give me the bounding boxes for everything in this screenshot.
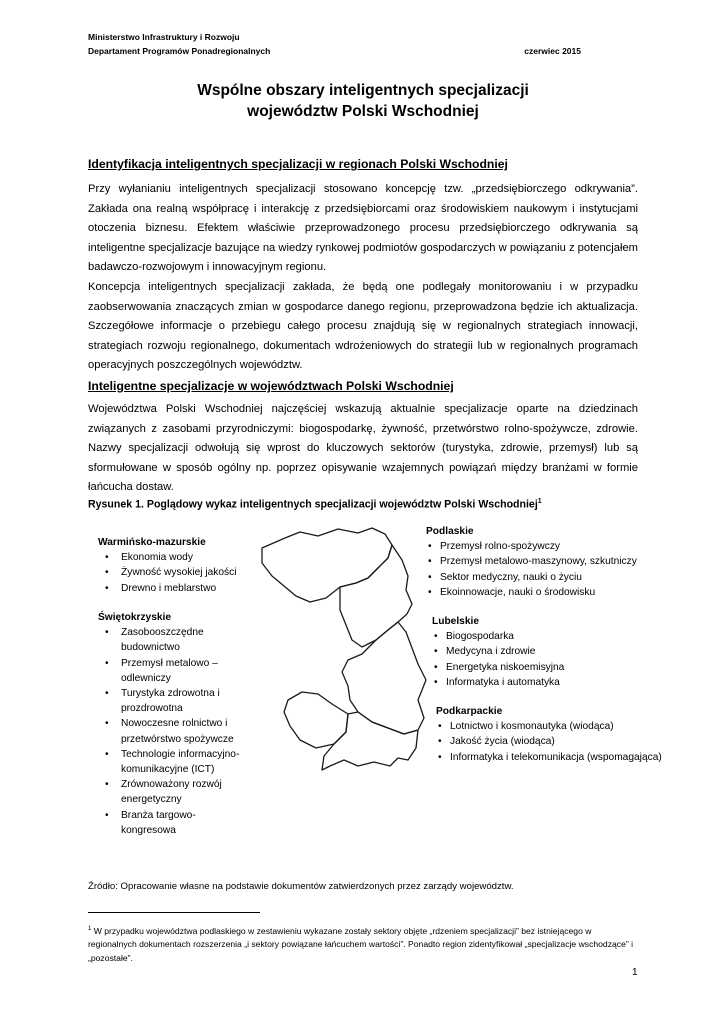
title-line-2: województw Polski Wschodniej (247, 103, 479, 120)
list-item: • Informatyka i automatyka (432, 675, 682, 690)
list-item: • Technologie informacyjno-komunikacyjne (ICT) (98, 747, 248, 777)
map-region-podkarpackie (322, 712, 418, 770)
footnote-text: W przypadku województwa podlaskiego w zestawieniu wykazane zostały sektory objęte „rdzeniem specjalizacji” bez istniejącego w regionalnych dokumentach rozszerzenia „i sektory powiązane łańcuchem wartości”. Ponadto region zidentyfikował „specjalizacje wschodzące” i „pozostałe”. (88, 925, 634, 963)
region-swietokrzyskie (98, 610, 248, 838)
section-1-paragraph-1: Przy wyłanianiu inteligentnych specjalizacji stosowano koncepcję tzw. „przedsiębiorczego odkrywania”. Zakłada ona realną współpracę i interakcję z przedsiębiorcami oraz środowiskiem naukowym i instytucjami otoczenia biznesu. Efektem właściwie przeprowadzonego procesu przedsiębiorczego odkrywania są inteligentne specjalizacje bazujące na wiedzy rynkowej podmiotów gospodarczych w powiązaniu z potencjałem badawczo-rozwojowym i innowacyjnym regionu. (88, 183, 638, 273)
list-item: • Lotnictwo i kosmonautyka (wiodąca) (436, 719, 716, 734)
list-item: • Informatyka i telekomunikacja (wspomagająca) (436, 750, 716, 765)
figure-caption-text: Rysunek 1. Poglądowy wykaz inteligentnych specjalizacji województw Polski Wschodniej (88, 498, 538, 511)
region-podkarpackie-name: Podkarpackie (436, 706, 503, 717)
list-item: • Energetyka niskoemisyjna (432, 660, 682, 675)
list-item: • Ekoinnowacje, nauki o środowisku (426, 585, 696, 600)
list-item: • Biogospodarka (432, 629, 682, 644)
list-item: • Drewno i meblarstwo (98, 581, 258, 596)
section-2-heading: Inteligentne specjalizacje w województwach Polski Wschodniej (88, 379, 454, 393)
list-item: • Przemysł rolno-spożywczy (426, 539, 696, 554)
section-1-heading: Identyfikacja inteligentnych specjalizacji w regionach Polski Wschodniej (88, 157, 508, 171)
map-region-warminsko-mazurskie (262, 528, 392, 602)
header-department: Departament Programów Ponadregionalnych (88, 46, 271, 56)
list-item: • Jakość życia (wiodąca) (436, 734, 716, 749)
map-region-podlaskie (340, 545, 412, 647)
region-warminsko-mazurskie (98, 535, 258, 596)
footnote-ref: 1 (537, 498, 542, 505)
list-item: • Branża targowo-kongresowa (98, 808, 248, 838)
region-lubelskie-name: Lubelskie (432, 616, 479, 627)
region-podlaskie (426, 524, 696, 600)
region-podkarpackie (436, 704, 716, 765)
section-2-paragraph-1: Województwa Polski Wschodniej najczęściej wskazują aktualnie specjalizacje oparte na dziedzinach związanych z zasobami przyrodniczymi: biogospodarkę, żywność, przetwórstwo rolno-spożywcze, zdrowie. Nazwy specjalizacji odwołują się wprost do kluczowych sektorów (turystyka, zdrowie, przemysł) lub są sformułowane w sposób ogólny np. poprzez opisywanie wzajemnych powiązań między branżami w formie łańcucha dostaw. (88, 403, 638, 493)
list-item: • Przemysł metalowo – odlewniczy (98, 656, 248, 686)
region-warminsko-mazurskie-name: Warmińsko-mazurskie (98, 537, 206, 548)
section-1-paragraph-2: Koncepcja inteligentnych specjalizacji zakłada, że będą one podlegały monitorowaniu i w przypadku zaobserwowania znaczących zmian w gospodarce danego regionu, przeprowadzona będzie ich aktualizacja. Szczegółowe informacje o przebiegu całego procesu znajdują się w regionalnych strategiach innowacji, strategiach rozwoju regionalnego, dokumentach wdrożeniowych do strategii lub w regionalnych programach operacyjnych poszczególnych województw. (88, 281, 638, 371)
header-ministry: Ministerstwo Infrastruktury i Rozwoju (88, 32, 240, 42)
footnote-marker: 1 (88, 926, 92, 932)
region-podlaskie-name: Podlaskie (426, 526, 474, 537)
list-item: • Sektor medyczny, nauki o życiu (426, 570, 696, 585)
map-region-lubelskie (342, 622, 426, 734)
figure-source: Źródło: Opracowanie własne na podstawie dokumentów zatwierdzonych przez zarządy województw. (88, 881, 514, 892)
footnote-divider (88, 912, 260, 913)
header-date: czerwiec 2015 (524, 46, 581, 56)
list-item: • Żywność wysokiej jakości (98, 565, 258, 580)
title-line-1: Wspólne obszary inteligentnych specjalizacji (197, 82, 529, 99)
footnote (88, 923, 636, 965)
list-item: • Zasobooszczędne budownictwo (98, 625, 248, 655)
page-number: 1 (632, 967, 638, 978)
list-item: • Nowoczesne rolnictwo i przetwórstwo spożywcze (98, 716, 248, 746)
list-item: • Zrównoważony rozwój energetyczny (98, 777, 248, 807)
region-swietokrzyskie-name: Świętokrzyskie (98, 612, 172, 623)
list-item: • Medycyna i zdrowie (432, 644, 682, 659)
list-item: • Przemysł metalowo-maszynowy, szkutniczy (426, 554, 696, 569)
list-item: • Turystyka zdrowotna i prozdrowotna (98, 686, 248, 716)
region-lubelskie (432, 614, 682, 690)
list-item: • Ekonomia wody (98, 550, 258, 565)
